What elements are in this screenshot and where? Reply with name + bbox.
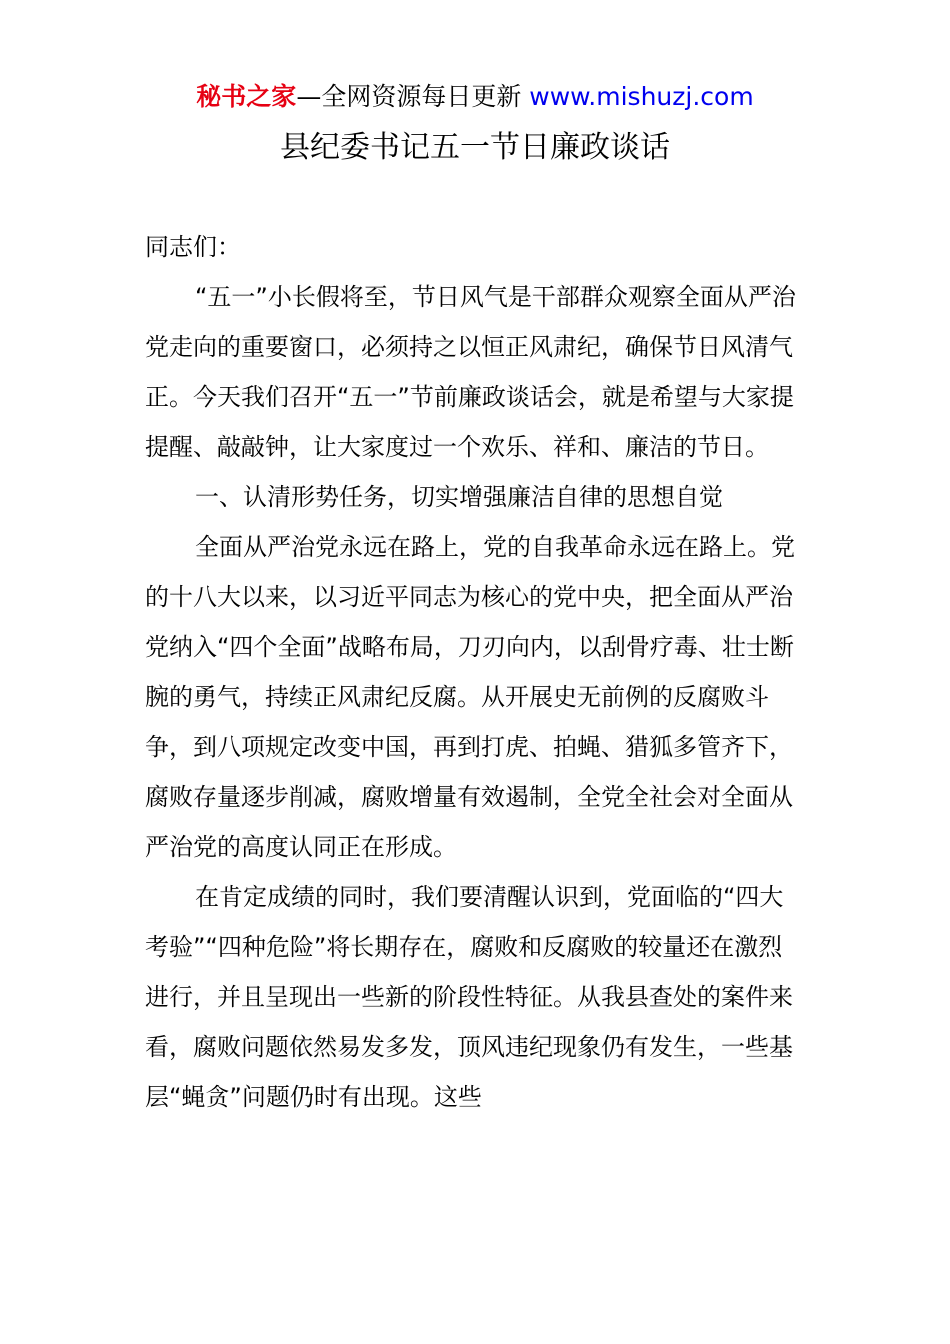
- salutation: 同志们：: [145, 233, 241, 261]
- site-header: [0, 80, 950, 114]
- site-brand: 秘书之家: [196, 82, 297, 111]
- paragraph-intro: “五一”小长假将至，节日风气是干部群众观察全面从严治党走向的重要窗口，必须持之以恒正风肃纪，确保节日风清气正。今天我们召开“五一”节前廉政谈话会，就是希望与大家提提醒、敲敲钟，让大家度过一个欢乐、祥和、廉洁的节日。: [145, 283, 796, 461]
- paragraph-3: 在肯定成绩的同时，我们要清醒认识到，党面临的“四大考验”“四种危险”将长期存在，腐败和反腐败的较量还在激烈进行，并且呈现出一些新的阶段性特征。从我县查处的案件来看，腐败问题依然易发多发，顶风违纪现象仍有发生，一些基层“蝇贪”问题仍时有出现。这些: [145, 883, 793, 1111]
- document-title: 县纪委书记五一节日廉政谈话: [280, 130, 670, 165]
- site-tagline: —全网资源每日更新: [296, 82, 530, 111]
- section-heading-1: 一、认清形势任务，切实增强廉洁自律的思想自觉: [195, 483, 723, 511]
- site-url-link[interactable]: www.mishuzj.com: [529, 82, 754, 111]
- document-body: [145, 222, 805, 1122]
- paragraph-2: 全面从严治党永远在路上，党的自我革命永远在路上。党的十八大以来，以习近平同志为核心的党中央，把全面从严治党纳入“四个全面”战略布局，刀刃向内，以刮骨疗毒、壮士断腕的勇气，持续正风肃纪反腐。从开展史无前例的反腐败斗争，到八项规定改变中国，再到打虎、拍蝇、猎狐多管齐下，腐败存量逐步削减，腐败增量有效遏制，全党全社会对全面从严治党的高度认同正在形成。: [145, 533, 795, 861]
